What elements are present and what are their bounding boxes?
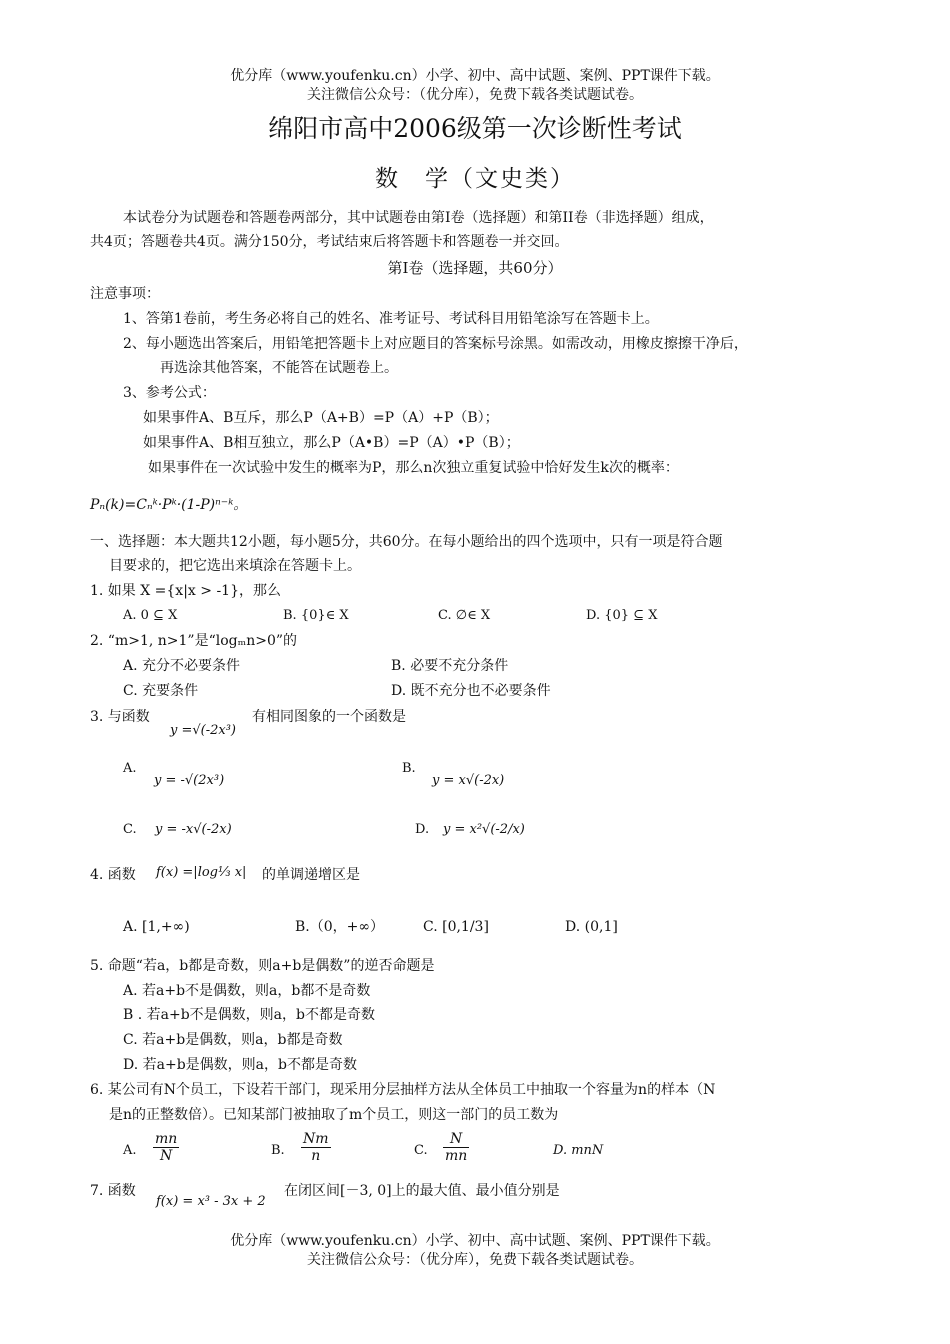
formula-2: 如果事件A、B相互独立，那么P（A•B）=P（A）•P（B）； xyxy=(143,435,520,451)
footer-line-1: 优分库（www.youfenku.cn）小学、初中、高中试题、案例、PPT课件下载。 xyxy=(230,1233,720,1249)
q1-option-b: B. {0}∈ X xyxy=(283,608,349,623)
q3-stem-pre: 3. 与函数 xyxy=(90,709,150,725)
q3-option-c-label: C. xyxy=(123,822,137,837)
section1-line-2: 目要求的，把它选出来填涂在答题卡上。 xyxy=(109,558,361,574)
part1-title: 第I卷（选择题，共60分） xyxy=(387,259,563,277)
q6-c-numerator: N xyxy=(443,1131,469,1148)
intro-line-2: 共4页；答题卷共4页。满分150分，考试结束后将答题卡和答题卷一并交回。 xyxy=(90,234,569,250)
q4-stem-post: 的单调递增区是 xyxy=(262,867,360,883)
q3-stem-math: y =√(-2x³) xyxy=(170,723,237,738)
q6-stem-2: 是n的正整数倍）。已知某部门被抽取了m个员工，则这一部门的员工数为 xyxy=(109,1107,559,1123)
q5-option-d: D. 若a+b是偶数，则a，b不都是奇数 xyxy=(123,1057,357,1073)
q6-option-d: D. mnN xyxy=(553,1143,604,1158)
q1-stem: 1. 如果 X ={x|x > -1}，那么 xyxy=(90,583,281,599)
q6-option-c-fraction xyxy=(443,1131,469,1164)
q2-option-d: D. 既不充分也不必要条件 xyxy=(391,683,551,699)
q7-stem-pre: 7. 函数 xyxy=(90,1183,136,1199)
q1-option-a: A. 0 ⊆ X xyxy=(123,608,178,623)
section1-line-1: 一、选择题：本大题共12小题，每小题5分，共60分。在每小题给出的四个选项中，只有一项是符合题 xyxy=(90,534,723,550)
q6-c-denominator: mn xyxy=(445,1148,468,1164)
notes-heading: 注意事项： xyxy=(90,286,160,302)
q6-stem-1: 6. 某公司有N个员工，下设若干部门，现采用分层抽样方法从全体员工中抽取一个容量为n的样本（N xyxy=(90,1082,716,1098)
q4-stem-math: f(x) =|log⅓ x| xyxy=(156,865,247,880)
q4-option-c: C. [0,1/3] xyxy=(423,919,489,935)
q7-stem-post: 在闭区间[－3, 0]上的最大值、最小值分别是 xyxy=(284,1183,560,1199)
q7-stem-math: f(x) = x³ - 3x + 2 xyxy=(156,1194,266,1209)
exam-title: 绵阳市高中2006级第一次诊断性考试 xyxy=(268,114,682,143)
q4-stem-pre: 4. 函数 xyxy=(90,867,136,883)
q6-a-denominator: N xyxy=(160,1148,173,1164)
q6-option-a-fraction xyxy=(153,1131,179,1164)
binomial-formula: Pₙ(k)=Cₙᵏ·Pᵏ·(1-P)ⁿ⁻ᵏ。 xyxy=(90,497,248,513)
q1-option-d: D. {0} ⊆ X xyxy=(586,608,658,623)
q4-option-d: D. (0,1] xyxy=(565,919,618,935)
q5-stem: 5. 命题“若a，b都是奇数，则a+b是偶数”的逆否命题是 xyxy=(90,958,435,974)
q6-option-b-label: B. xyxy=(271,1143,285,1158)
q2-stem: 2. “m>1, n>1”是“logₘn>0”的 xyxy=(90,633,298,649)
q4-option-a: A. [1,+∞) xyxy=(123,919,190,935)
q5-option-c: C. 若a+b是偶数，则a，b都是奇数 xyxy=(123,1032,343,1048)
intro-line-1: 本试卷分为试题卷和答题卷两部分，其中试题卷由第I卷（选择题）和第II卷（非选择题）组成， xyxy=(123,210,714,226)
q3-option-d-label: D. xyxy=(415,822,430,837)
q1-option-c: C. ∅∈ X xyxy=(438,608,491,623)
header-line-1: 优分库（www.youfenku.cn）小学、初中、高中试题、案例、PPT课件下载。 xyxy=(230,68,720,84)
q6-option-c-label: C. xyxy=(414,1143,428,1158)
exam-subtitle: 数 学（文史类） xyxy=(375,166,575,192)
q4-option-b: B.（0，+∞） xyxy=(295,919,385,935)
q3-option-b-label: B. xyxy=(402,761,416,776)
q3-option-b-math: y = x√(-2x) xyxy=(432,773,505,788)
q3-option-c-math: y = -x√(-2x) xyxy=(155,822,232,837)
q5-option-b: B . 若a+b不是偶数，则a，b不都是奇数 xyxy=(123,1007,375,1023)
formula-1: 如果事件A、B互斥，那么P（A+B）=P（A）+P（B）； xyxy=(143,410,499,426)
formula-3: 如果事件在一次试验中发生的概率为P，那么n次独立重复试验中恰好发生k次的概率： xyxy=(148,460,679,476)
q2-option-c: C. 充要条件 xyxy=(123,683,199,699)
q2-option-a: A. 充分不必要条件 xyxy=(123,658,241,674)
q6-b-denominator: n xyxy=(311,1148,321,1164)
footer-line-2: 关注微信公众号：（优分库），免费下载各类试题试卷。 xyxy=(307,1252,643,1268)
q6-a-numerator: mn xyxy=(155,1131,178,1147)
q2-option-b: B. 必要不充分条件 xyxy=(391,658,509,674)
q5-option-a: A. 若a+b不是偶数，则a，b都不是奇数 xyxy=(123,983,371,999)
q3-option-a-label: A. xyxy=(123,761,137,776)
note-2b: 再选涂其他答案，不能答在试题卷上。 xyxy=(160,360,398,376)
q3-stem-post: 有相同图象的一个函数是 xyxy=(252,709,406,725)
header-line-2: 关注微信公众号：（优分库），免费下载各类试题试卷。 xyxy=(307,87,643,103)
q6-b-numerator: Nm xyxy=(303,1131,329,1147)
q3-option-a-math: y = -√(2x³) xyxy=(154,773,225,788)
note-1: 1、答第1卷前，考生务必将自己的姓名、准考证号、考试科目用铅笔涂写在答题卡上。 xyxy=(123,311,659,327)
q6-option-b-fraction xyxy=(301,1131,331,1164)
note-3: 3、参考公式： xyxy=(123,385,216,401)
note-2a: 2、每小题选出答案后，用铅笔把答题卡上对应题目的答案标号涂黑。如需改动，用橡皮擦擦干净后， xyxy=(123,336,748,352)
q6-option-a-label: A. xyxy=(123,1143,137,1158)
q3-option-d-math: y = x²√(-2/x) xyxy=(443,822,525,837)
